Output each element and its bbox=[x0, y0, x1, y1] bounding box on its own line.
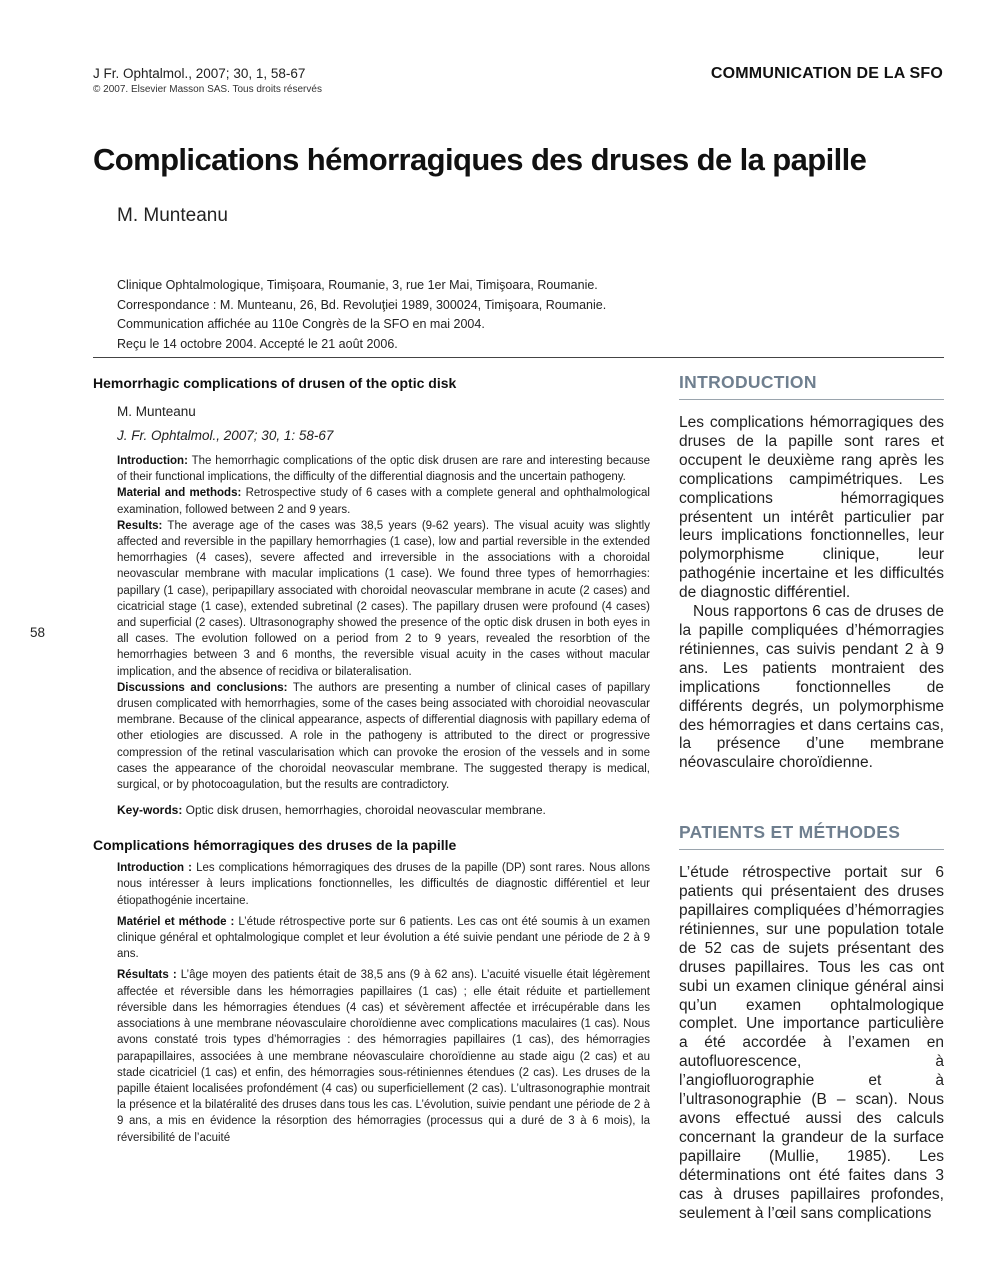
french-abstract-body bbox=[93, 860, 650, 1145]
body-paragraph: Les complications hémorragiques des druses de la papille sont rares et occupent le deuxième rang après les complications campimétriques. Les complications hémorragiques présentent un intérêt particulier par leurs implications fonctionnelles, leur polymorphisme clinique, leur pathogénie incertaine et les difficultés de diagnostic différentiel. bbox=[679, 414, 944, 602]
abstract-text: Les complications hémorragiques des druses de la papille (DP) sont rares. Nous allons nous intéresser à leurs implications fonctionnelles, les difficultés de diagnostic différentiel et leur étiopathogénie incertaine. bbox=[117, 862, 651, 907]
affiliations-block bbox=[117, 276, 606, 354]
abstract-text: The authors are presenting a number of clinical cases of papillary drusen complicated with hemorrhagies, some of the cases being associated with choroidial neovascular membrane. Because of the clinical appearance, aspects of differential diagnosis with papillary edema of other etiologies are discussed. A role in the pathogeny is attributed to the direct or progressive compression of the retinal vascularisation which can provoke the erosion of the vessels and in some cases the appearance of the choroidal neovascular membrane. The suggested therapy is medical, surgical, or by photocoagulation, but the results are contradictory. bbox=[117, 681, 650, 792]
journal-citation: J Fr. Ophtalmol., 2007; 30, 1, 58-67 bbox=[93, 66, 306, 81]
body-paragraph: Nous rapportons 6 cas de druses de la papille compliquées d’hémorragies rétiniennes, cas suivis pendant 2 à 9 ans. Les patients montraient des implications fonctionnelles de différents degrés, un polymorphisme des hémorragies et dans certains cas, la présence d’une membrane néovasculaire choroïdienne. bbox=[679, 603, 944, 772]
abstract-paragraph bbox=[117, 518, 650, 680]
abstract-paragraph bbox=[117, 914, 650, 963]
abstract-paragraph bbox=[117, 485, 650, 517]
header-divider bbox=[93, 357, 944, 358]
english-abstract-title: Hemorrhagic complications of drusen of the optic disk bbox=[93, 375, 457, 391]
abstract-column bbox=[93, 375, 650, 1151]
abstract-paragraph bbox=[117, 967, 650, 1145]
abstract-text: L’âge moyen des patients était de 38,5 ans (9 à 62 ans). L’acuité visuelle était légèrement affectée et réversible dans les hémorragies papillaires (1 cas) ; elle était réduite et partiellement réversible dans les hémorragies étendues (4 cas) et sévèrement affectée et irrécupérable dans les associations à une membrane néovasculaire choroïdienne avec complications maculaires (1 cas). Nous avons constaté trois types d’hémorragies : des hémorragies papillaires (1 cas), des hémorragies parapapillaires, associées à une membrane néovasculaire choroïdienne au stade aigu (2 cas) et au stade cicatriciel (1 cas) et enfin, des hémorragies sous-rétiniennes étendues (2 cas). Les druses de la papille étaient localisées profondément (4 cas) ou superficiellement (2 cas). L’ultrasonographie montrait la présence et la bilatéralité des druses dans tous les cas. L’évolution, suivie pendant une période de 2 à 9 ans, a mis en évidence la résorption des hémorragies (processus qui a duré de 3 à 6 mois), la réversibilité de l’acuité bbox=[117, 969, 650, 1144]
abstract-paragraph bbox=[117, 860, 650, 909]
body-paragraph: L’étude rétrospective portait sur 6 patients qui présentaient des druses papillaires compliquées d’hémorragies rétiniennes, sur une population totale de 52 cas de sujets présentant des druses papillaires. Tous les cas ont subi un examen clinique général ainsi qu’un examen ophtalmologique complet. Une importance particulière a été accordée à l’examen en autofluorescence, à l’angiofluorographie et à l’ultrasonographie (B – scan). Nous avons effectué aussi des calculs concernant la grandeur de la surface papillaire (Mullie, 1985). Les déterminations ont été faites dans 3 cas à druses papillaires profondes, seulement à l’œil sans complications bbox=[679, 864, 944, 1222]
communication-line: Communication affichée au 110e Congrès de la SFO en mai 2004. bbox=[117, 317, 485, 331]
keywords-label: Key-words: bbox=[117, 803, 183, 818]
french-abstract-title: Complications hémorragiques des druses de la papille bbox=[93, 837, 457, 854]
abstract-label: Introduction : bbox=[117, 862, 193, 875]
page-number: 58 bbox=[30, 625, 46, 640]
introduction-heading: INTRODUCTION bbox=[679, 372, 944, 400]
english-abstract-author: M. Munteanu bbox=[117, 404, 196, 419]
correspondence-line: Correspondance : M. Munteanu, 26, Bd. Revoluţiei 1989, 300024, Timişoara, Roumanie. bbox=[117, 297, 607, 312]
article-title: Complications hémorragiques des druses de la papille bbox=[93, 142, 867, 177]
article-author: M. Munteanu bbox=[117, 205, 228, 226]
received-line: Reçu le 14 octobre 2004. Accepté le 21 août 2006. bbox=[117, 336, 398, 351]
keywords-line bbox=[93, 803, 650, 817]
body-column bbox=[679, 372, 944, 1223]
abstract-text: L’étude rétrospective porte sur 6 patients. Les cas ont été soumis à un examen clinique général et ophtalmologique complet et leur évolution a été suivie pendant une période de 2 à 9 ans. bbox=[117, 915, 650, 961]
abstract-paragraph bbox=[117, 453, 650, 485]
abstract-label: Introduction: bbox=[117, 455, 188, 467]
abstract-label: Résultats : bbox=[117, 969, 177, 982]
affiliation-line: Clinique Ophtalmologique, Timişoara, Roumanie, 3, rue 1er Mai, Timişoara, Roumanie. bbox=[117, 278, 598, 292]
copyright-notice: © 2007. Elsevier Masson SAS. Tous droits réservés bbox=[93, 84, 322, 95]
abstract-text: Retrospective study of 6 cases with a complete general and ophthalmological examination, followed between 2 and 9 years. bbox=[117, 487, 650, 516]
abstract-label: Results: bbox=[117, 519, 163, 532]
patients-heading: PATIENTS ET MÉTHODES bbox=[679, 822, 944, 850]
english-abstract-reference: J. Fr. Ophtalmol., 2007; 30, 1: 58-67 bbox=[117, 428, 334, 443]
abstract-label: Matériel et méthode : bbox=[117, 915, 235, 928]
abstract-label: Material and methods: bbox=[117, 487, 242, 500]
keywords-text: Optic disk drusen, hemorrhagies, choroidal neovascular membrane. bbox=[182, 803, 546, 818]
abstract-paragraph bbox=[117, 680, 650, 793]
abstract-label: Discussions and conclusions: bbox=[117, 681, 288, 694]
abstract-text: The hemorrhagic complications of the optic disk drusen are rare and interesting because of their functional implications, the difficulty of the differential diagnosis and the uncertain pathogeny. bbox=[117, 455, 650, 484]
abstract-text: The average age of the cases was 38,5 years (9-62 years). The visual acuity was slightly affected and reversible in the papillary hemorrhagies (1 case), low and partial reversible in the extended hemorrhagies (4 cases), severe affected and irreversible in the associations with a choroidal neovascular membrane with macular implications (1 case). We found three types of hemorrhagies: papillary (1 case), peripapillary associated with choroidal neovascular membrane in acute (2 cases) and cicatricial stage (1 case), extended subretinal (2 cases). The papillary drusen were profound (4 cases) and superficial (2 cases). Ultrasonography showed the presence of the optic disk drusen in both eyes in all cases. The evolution followed on a period from 2 to 9 years, revealed the resorbtion of the hemorrhagies between 3 and 6 months, the reversible visual acuity in the cases without macular implication, and the absence of recidiva or bilateralisation. bbox=[117, 519, 650, 678]
section-label: COMMUNICATION DE LA SFO bbox=[710, 65, 943, 82]
english-abstract-body bbox=[93, 453, 650, 793]
